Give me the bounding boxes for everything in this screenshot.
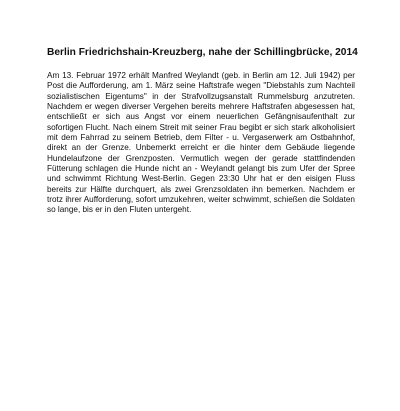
document-content: [47, 46, 358, 216]
document-title: Berlin Friedrichshain-Kreuzberg, nahe der Schillingbrücke, 2014: [47, 47, 358, 58]
document-body-paragraph: Am 13. Februar 1972 erhält Manfred Weylandt (geb. in Berlin am 12. Juli 1942) per Post die Aufforderung, am 1. März seine Haftstrafe wegen "Diebstahls zum Nachteil sozialistischen Eigentums" in der Strafvollzugsanstalt Rummelsburg anzutreten. Nachdem er wegen diverser Vergehen bereits mehrere Haftstrafen abgesessen hat, entschließt er sich aus Angst vor einem neuerlichen Gefängnisaufenthalt zur sofortigen Flucht. Nach einem Streit mit seiner Frau begibt er sich stark alkoholisiert mit dem Fahrrad zu seinem Betrieb, dem Filter - u. Vergaserwerk am Ostbahnhof, direkt an der Grenze. Unbemerkt erreicht er die hinter dem Gebäude liegende Hundelaufzone der Grenzposten. Vermutlich wegen der gerade stattfindenden Fütterung schlagen die Hunde nicht an - Weylandt gelangt bis zum Ufer der Spree und schwimmt Richtung West-Berlin. Gegen 23:30 Uhr hat er den eisigen Fluss bereits zur Hälfte durchquert, als zwei Grenzsoldaten ihn bemerken. Nachdem er trotz ihrer Aufforderung, sofort umzukehren, weiter schwimmt, schießen die Soldaten so lange, bis er in den Fluten untergeht.: [47, 71, 355, 215]
